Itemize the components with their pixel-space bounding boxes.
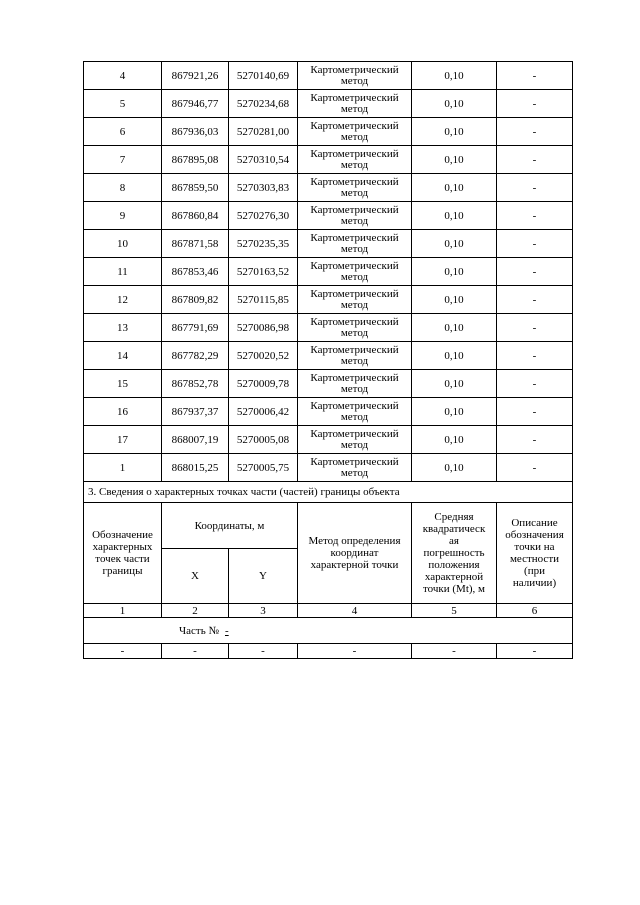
- coord-y: 5270006,42: [229, 398, 298, 426]
- table-row: [84, 118, 573, 146]
- point-description: -: [497, 426, 573, 454]
- method-line: метод: [340, 298, 369, 311]
- empty-cell-6: -: [497, 644, 573, 659]
- method: [298, 90, 412, 118]
- method-line: метод: [340, 186, 369, 199]
- part-label: Часть №: [179, 624, 219, 637]
- point-number: 1: [84, 454, 162, 482]
- boundary-points-table: [83, 61, 573, 659]
- mean-error: 0,10: [412, 258, 497, 286]
- point-number: 9: [84, 202, 162, 230]
- coord-y: 5270005,08: [229, 426, 298, 454]
- mean-error: 0,10: [412, 90, 497, 118]
- empty-cell-5: -: [412, 644, 497, 659]
- header-mt-l1: квадратическ: [422, 523, 486, 535]
- point-number: 8: [84, 174, 162, 202]
- header-coordinates: Координаты, м: [162, 503, 298, 549]
- mean-error: 0,10: [412, 426, 497, 454]
- method-line: метод: [340, 270, 369, 283]
- header-method-l0: Метод определения: [308, 535, 401, 547]
- coord-x: 867853,46: [162, 258, 229, 286]
- coord-x: 867895,08: [162, 146, 229, 174]
- points-rows: [84, 62, 573, 482]
- mean-error: 0,10: [412, 62, 497, 90]
- header-method-l2: характерной точки: [310, 559, 399, 571]
- method-line: метод: [340, 326, 369, 339]
- mean-error: 0,10: [412, 118, 497, 146]
- header-method: [298, 503, 412, 604]
- coord-y: 5270140,69: [229, 62, 298, 90]
- method-line: Картометрический: [310, 175, 399, 188]
- coord-y: 5270020,52: [229, 342, 298, 370]
- mean-error: 0,10: [412, 314, 497, 342]
- method-line: Картометрический: [310, 455, 399, 468]
- coord-x: 867859,50: [162, 174, 229, 202]
- empty-cell-4: -: [298, 644, 412, 659]
- empty-cell-1: -: [84, 644, 162, 659]
- point-number: 6: [84, 118, 162, 146]
- table-row: [84, 62, 573, 90]
- method: [298, 370, 412, 398]
- header-mt-l2: ая: [449, 535, 459, 547]
- point-description: -: [497, 230, 573, 258]
- table-row: [84, 202, 573, 230]
- coord-x: 867921,26: [162, 62, 229, 90]
- coord-x: 868015,25: [162, 454, 229, 482]
- method-line: Картометрический: [310, 371, 399, 384]
- method-line: Картометрический: [310, 315, 399, 328]
- point-number: 4: [84, 62, 162, 90]
- method-line: Картометрический: [310, 343, 399, 356]
- column-number-3: 3: [229, 604, 298, 618]
- point-number: 14: [84, 342, 162, 370]
- point-description: -: [497, 454, 573, 482]
- coord-x: 867852,78: [162, 370, 229, 398]
- coord-x: 867937,37: [162, 398, 229, 426]
- table-row: [84, 146, 573, 174]
- part-number: -: [224, 624, 229, 637]
- method: [298, 146, 412, 174]
- point-number: 15: [84, 370, 162, 398]
- method-line: Картометрический: [310, 427, 399, 440]
- header-method-l1: координат: [330, 547, 379, 559]
- method: [298, 118, 412, 146]
- table-row: [84, 174, 573, 202]
- header-desc-l4: (при: [524, 565, 545, 577]
- header-desc-l3: местности: [509, 553, 560, 565]
- point-description: -: [497, 314, 573, 342]
- method-line: метод: [340, 466, 369, 479]
- column-number-6: 6: [497, 604, 573, 618]
- header-desc-l2: точки на: [514, 541, 555, 553]
- coord-y: 5270005,75: [229, 454, 298, 482]
- header-description: [497, 503, 573, 604]
- method-line: метод: [340, 242, 369, 255]
- method-line: Картометрический: [310, 231, 399, 244]
- coord-y: 5270163,52: [229, 258, 298, 286]
- mean-error: 0,10: [412, 370, 497, 398]
- header-mt-l4: положения: [428, 559, 480, 571]
- coord-x: 867871,58: [162, 230, 229, 258]
- method: [298, 62, 412, 90]
- point-number: 11: [84, 258, 162, 286]
- mean-error: 0,10: [412, 398, 497, 426]
- column-number-4: 4: [298, 604, 412, 618]
- header-y: Y: [229, 549, 298, 604]
- method-line: метод: [340, 214, 369, 227]
- method: [298, 174, 412, 202]
- header-designation-l1: характерных: [92, 541, 153, 553]
- method-line: метод: [340, 158, 369, 171]
- coord-x: 867860,84: [162, 202, 229, 230]
- method-line: Картометрический: [310, 399, 399, 412]
- table-row: [84, 370, 573, 398]
- method-line: метод: [340, 354, 369, 367]
- point-description: -: [497, 62, 573, 90]
- table-row: [84, 454, 573, 482]
- table-row: [84, 90, 573, 118]
- column-number-1: 1: [84, 604, 162, 618]
- method-line: метод: [340, 438, 369, 451]
- point-number: 7: [84, 146, 162, 174]
- header-mean-error: [412, 503, 497, 604]
- table-row: [84, 398, 573, 426]
- coord-x: 867782,29: [162, 342, 229, 370]
- coord-y: 5270281,00: [229, 118, 298, 146]
- header-mt-l6: точки (Mt), м: [422, 583, 485, 595]
- header-mt-l0: Средняя: [434, 511, 474, 523]
- method-line: Картометрический: [310, 91, 399, 104]
- header-designation-l0: Обозначение: [92, 529, 153, 541]
- table-row: [84, 426, 573, 454]
- method-line: Картометрический: [310, 259, 399, 272]
- method-line: Картометрический: [310, 147, 399, 160]
- mean-error: 0,10: [412, 342, 497, 370]
- point-description: -: [497, 118, 573, 146]
- method: [298, 202, 412, 230]
- coord-y: 5270234,68: [229, 90, 298, 118]
- coord-x: 867791,69: [162, 314, 229, 342]
- method: [298, 314, 412, 342]
- method: [298, 342, 412, 370]
- header-designation-l3: границы: [102, 565, 143, 577]
- coord-y: 5270303,83: [229, 174, 298, 202]
- method-line: Картометрический: [310, 63, 399, 76]
- point-description: -: [497, 258, 573, 286]
- header-x: X: [162, 549, 229, 604]
- point-number: 17: [84, 426, 162, 454]
- mean-error: 0,10: [412, 454, 497, 482]
- column-number-2: 2: [162, 604, 229, 618]
- mean-error: 0,10: [412, 230, 497, 258]
- coord-y: 5270086,98: [229, 314, 298, 342]
- method: [298, 230, 412, 258]
- section-3-title: 3. Сведения о характерных точках части (частей) границы объекта: [84, 482, 573, 503]
- table-row: [84, 342, 573, 370]
- coord-x: 867936,03: [162, 118, 229, 146]
- method: [298, 286, 412, 314]
- header-desc-l1: обозначения: [505, 529, 564, 541]
- mean-error: 0,10: [412, 202, 497, 230]
- column-number-5: 5: [412, 604, 497, 618]
- header-desc-l0: Описание: [511, 517, 558, 529]
- point-description: -: [497, 370, 573, 398]
- table-row: [84, 258, 573, 286]
- point-description: -: [497, 398, 573, 426]
- point-number: 10: [84, 230, 162, 258]
- mean-error: 0,10: [412, 174, 497, 202]
- point-description: -: [497, 202, 573, 230]
- coord-y: 5270115,85: [229, 286, 298, 314]
- coord-y: 5270276,30: [229, 202, 298, 230]
- method-line: метод: [340, 74, 369, 87]
- point-description: -: [497, 342, 573, 370]
- coord-x: 868007,19: [162, 426, 229, 454]
- method: [298, 426, 412, 454]
- method-line: Картометрический: [310, 287, 399, 300]
- coord-y: 5270310,54: [229, 146, 298, 174]
- mean-error: 0,10: [412, 286, 497, 314]
- point-description: -: [497, 174, 573, 202]
- method-line: метод: [340, 410, 369, 423]
- coord-x: 867946,77: [162, 90, 229, 118]
- point-number: 13: [84, 314, 162, 342]
- coord-y: 5270009,78: [229, 370, 298, 398]
- header-designation: [84, 503, 162, 604]
- point-number: 5: [84, 90, 162, 118]
- header-designation-l2: точек части: [95, 553, 150, 565]
- method-line: метод: [340, 130, 369, 143]
- table-row: [84, 286, 573, 314]
- point-description: -: [497, 90, 573, 118]
- table-row: [84, 230, 573, 258]
- method-line: Картометрический: [310, 203, 399, 216]
- mean-error: 0,10: [412, 146, 497, 174]
- part-row: [84, 618, 573, 644]
- point-description: -: [497, 146, 573, 174]
- method-line: метод: [340, 382, 369, 395]
- point-number: 16: [84, 398, 162, 426]
- header-mt-l5: характерной: [424, 571, 484, 583]
- header-mt-l3: погрешность: [423, 547, 485, 559]
- header-desc-l5: наличии): [512, 577, 557, 589]
- empty-cell-3: -: [229, 644, 298, 659]
- coord-y: 5270235,35: [229, 230, 298, 258]
- method-line: Картометрический: [310, 119, 399, 132]
- method: [298, 454, 412, 482]
- point-number: 12: [84, 286, 162, 314]
- method-line: метод: [340, 102, 369, 115]
- empty-cell-2: -: [162, 644, 229, 659]
- coord-x: 867809,82: [162, 286, 229, 314]
- method: [298, 398, 412, 426]
- point-description: -: [497, 286, 573, 314]
- table-row: [84, 314, 573, 342]
- method: [298, 258, 412, 286]
